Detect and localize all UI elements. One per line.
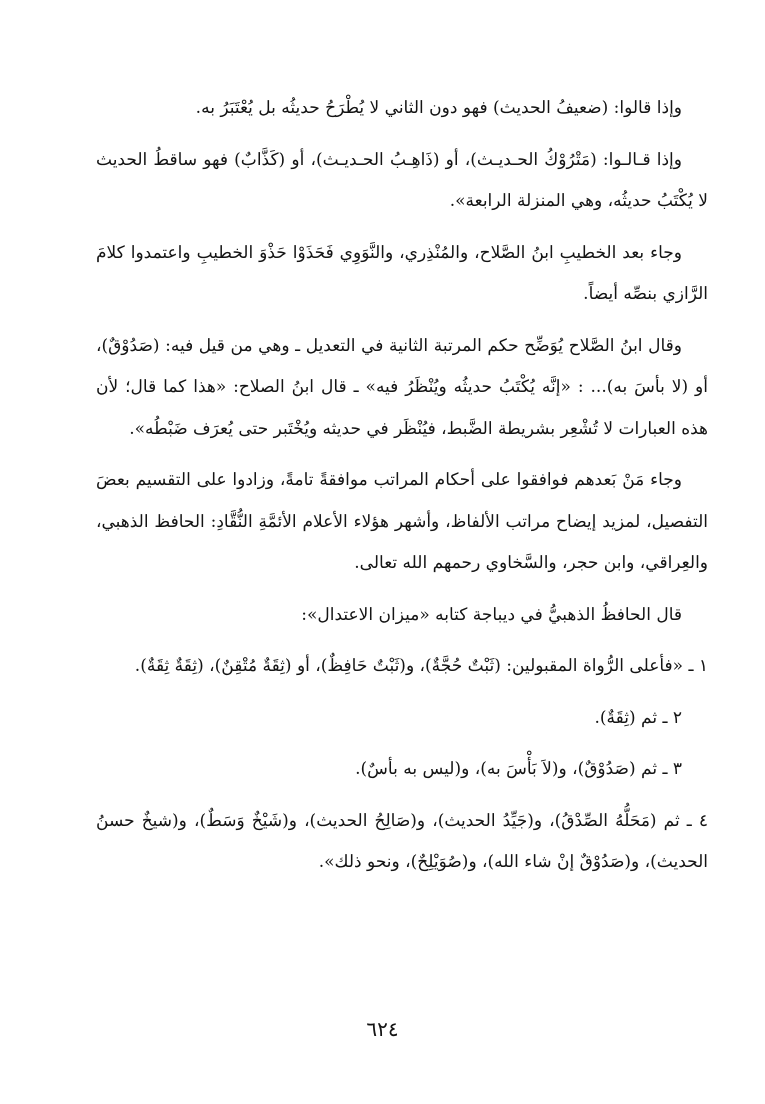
list-item-rank-4: ٤ ـ ثم (مَحَلُّهُ الصِّدْقُ)، و(جَيِّدُ الحديث)، و(صَالِحُ الحديث)، و(شَيْخٌ وَسَطٌ)، و(شيخٌ حسنُ الحديث)، و(صَدُوْقٌ إنْ شاء الله)، و(صُوَيْلِحٌ)، ونحو ذلك». <box>96 810 708 872</box>
list-item-rank-2: ٢ ـ ثم (ثِقَةٌ). <box>594 707 682 728</box>
paragraph-dhahabi-intro: قال الحافظُ الذهبيُّ في ديباجة كتابه «ميزان الاعتدال»: <box>301 604 682 625</box>
paragraph-later-scholars: وجاء مَنْ بَعدهم فوافقوا على أحكام المراتب موافقةً تامةً، وزادوا على التقسيم بعضَ التفصيل، لمزيد إيضاح مراتب الألفاظ، وأشهر هؤلاء الأعلام الأئمَّةِ النُّقَّادِ: الحافظ الذهبي، والعِراقي، وابن حجر، والسَّخاوي رحمهم الله تعالى. <box>96 470 708 573</box>
list-item-rank-3: ٣ ـ ثم (صَدُوْقٌ)، و(لاَ بَأْسَ به)، و(ليس به بأسٌ). <box>355 759 682 779</box>
paragraph-weak-hadith: وإذا قالوا: (ضعيفُ الحديث) فهو دون الثاني لا يُطْرَحُ حديثُه بل يُعْتَبَرُ به. <box>195 98 682 118</box>
page-body <box>96 88 708 884</box>
list-item-rank-1: ١ ـ «فأعلى الرُّواة المقبولين: (ثَبْتٌ حُجَّةٌ)، و(ثَبْتٌ حَافِظٌ)، أو (ثِقَةٌ مُتْقِنٌ)، (ثِقَةٌ ثِقَةٌ). <box>134 656 708 676</box>
paragraph-second-rank: وقال ابنُ الصَّلاح يُوَضِّح حكم المرتبة الثانية في التعديل ـ وهي من قيل فيه: (صَدُوْقٌ)، أو (لا بأسَ به)... : «إنَّه يُكْتَبُ حديثُه ويُنْظَرُ فيه» ـ قال ابنُ الصلاح: «هذا كما قال؛ لأن هذه العبارات لا تُشْعِر بشريطة الضَّبط، فيُنْظَر في حديثه ويُخْتَبر حتى يُعرَف ضَبْطُه». <box>96 335 708 439</box>
page-number: ٦٢٤ <box>366 1017 399 1041</box>
paragraph-ibn-salah-followers: وجاء بعد الخطيبِ ابنُ الصَّلاح، والمُنْذِري، والنَّوَوِي فَحَذَوْا حَذْوَ الخطيبِ واعتمدوا كلامَ الرَّازي بنصِّه أيضاً. <box>96 242 708 304</box>
paragraph-abandoned-hadith: وإذا قـالـوا: (مَتْرُوْكُ الحـديـث)، أو (ذَاهِـبُ الحـديـث)، أو (كَذَّابٌ) فهو ساقطُ الحديث لا يُكْتَبُ حديثُه، وهي المنزلة الرابعة». <box>96 149 708 211</box>
